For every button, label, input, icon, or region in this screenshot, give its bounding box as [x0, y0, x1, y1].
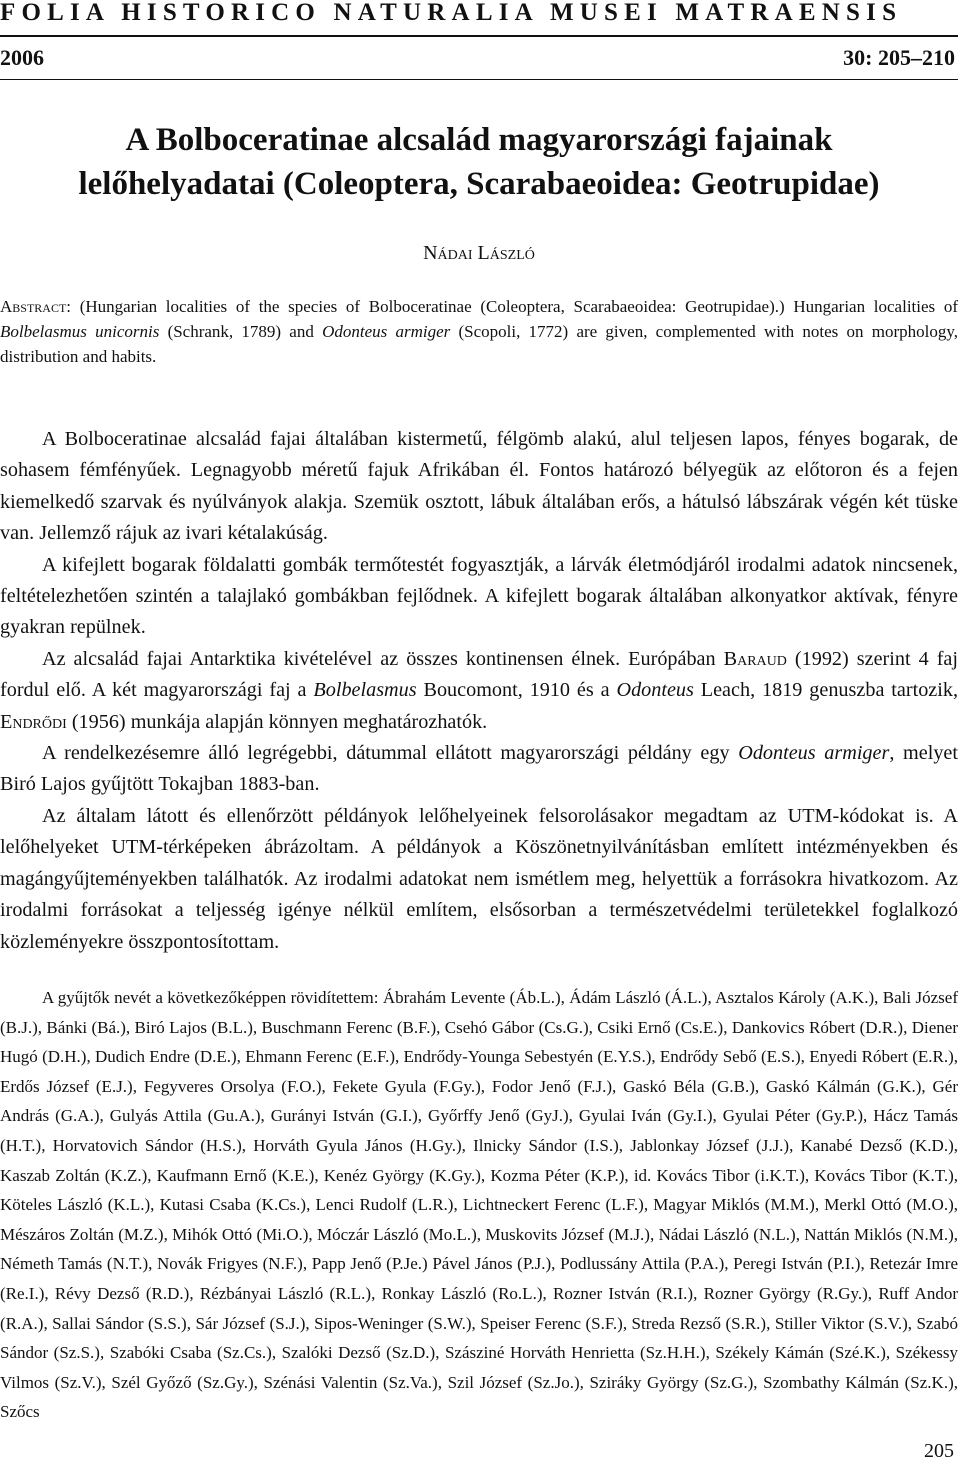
paragraph-4-text-a: A rendelkezésemre álló legrégebbi, dátummal ellátott magyarországi példány egy: [42, 742, 739, 765]
article-title: [0, 118, 958, 206]
journal-name: FOLIA HISTORICO NATURALIA MUSEI MATRAENSIS: [0, 0, 903, 26]
header-rule-top: [0, 35, 958, 37]
abstract-text-2: (Schrank, 1789) and: [159, 322, 323, 341]
paragraph-3-text-e: (1956) munkája alapján könnyen meghatározhatók.: [66, 710, 488, 733]
paragraph-3-text-d: Leach, 1819 genuszba tartozik,: [693, 679, 958, 702]
author-name: Nádai László: [423, 242, 535, 264]
paragraph-2: A kifejlett bogarak földalatti gombák termőtestét fogyasztják, a lárvák életmódjáról irodalmi adatok nincsenek, feltételezhetően szintén a talajlakó gombákban fejlődnek. A kifejlett bogarak általában alkonyatkor aktívak, fényre gyakran repülnek.: [0, 553, 958, 639]
paragraph-4-text-b: , melyet Biró Lajos gyűjtött Tokajban 1883-ban.: [0, 742, 958, 796]
abstract-species-1: Bolbelasmus unicornis: [0, 322, 160, 341]
abstract-species-2: Odonteus armiger: [322, 322, 451, 341]
article-title-line-2: lelőhelyadatai (Coleoptera, Scarabaeoidea: Geotrupidae): [78, 166, 880, 202]
article-body: [0, 424, 958, 958]
abstract-text-3: (Scopoli, 1772) are given, complemented with notes on morphology, distribution and habits.: [0, 322, 958, 366]
paragraph-1: A Bolboceratinae alcsalád fajai általában kistermetű, félgömb alakú, alul teljesen lapos, fényes bogarak, de sohasem fémfényűek. Legnagyobb méretű fajuk Afrikában él. Fontos határozó bélyegük az előtoron és a fejen kiemelkedő szarvak és nyúlványok alakja. Szemük osztott, lábuk általában erős, a hátulsó lábszárak végén két tüske van. Jellemző rájuk az ivari kétalakúság.: [0, 428, 958, 545]
paragraph-5: Az általam látott és ellenőrzött példányok lelőhelyeinek felsorolásakor megadtam az UTM-kódokat is. A lelőhelyeket UTM-térképeken ábrázoltam. A példányok a Köszönetnyilvánításban említett intézményekben és magángyűjteményekben találhatók. Az irodalmi adatokat nem ismétlem meg, helyettük a forrásokra hivatkozom. Az irodalmi forrásokat a teljesség igénye nélkül említem, elsősorban a természetvédelmi területekkel foglalkozó közleményekre összpontosítottam.: [0, 804, 958, 953]
species-odonteus-armiger: Odonteus armiger: [738, 742, 890, 765]
genus-odonteus: Odonteus: [616, 679, 694, 702]
article-title-line-1: A Bolboceratinae alcsalád magyarországi fajainak: [125, 122, 833, 158]
paragraph-3-text-c: Boucomont, 1910 és a: [416, 679, 617, 702]
abstract-label: Abstract:: [0, 297, 72, 316]
abstract: [0, 294, 958, 369]
paragraph-4: [0, 738, 958, 801]
volume-pages: 30: 205–210: [843, 45, 955, 70]
abstract-text-1: (Hungarian localities of the species of Bolboceratinae (Coleoptera, Scarabaeoidea: Geotrupidae).) Hungarian localities of: [71, 297, 958, 316]
paragraph-3-text-a: Az alcsalád fajai Antarktika kivételével az összes kontinensen élnek. Európában: [42, 647, 724, 670]
page-number: 205: [924, 1440, 954, 1462]
collector-abbreviations: A gyűjtők nevét a következőképpen rövidítettem: Ábrahám Levente (Áb.L.), Ádám László (Á.L.), Asztalos Károly (A.K.), Bali József (B.J.), Bánki (Bá.), Biró Lajos (B.L.), Buschmann Ferenc (B.F.), Csehó Gábor (Cs.G.), Csiki Ernő (Cs.E.), Dankovics Róbert (D.R.), Diener Hugó (D.H.), Dudich Endre (D.E.), Ehmann Ferenc (E.F.), Endrődy-Younga Sebestyén (E.Y.S.), Endrődy Sebő (E.S.), Enyedi Róbert (E.R.), Erdős József (E.J.), Fegyveres Orsolya (F.O.), Fekete Gyula (F.Gy.), Fodor Jenő (F.J.), Gaskó Béla (G.B.), Gaskó Kálmán (G.K.), Gér András (G.A.), Gulyás Attila (Gu.A.), Gurányi István (G.I.), Győrffy Jenő (GyJ.), Gyulai Iván (Gy.I.), Gyulai Péter (Gy.P.), Hácz Tamás (H.T.), Horvatovich Sándor (H.S.), Horváth Gyula János (H.Gy.), Ilnicky Sándor (I.S.), Jablonkay József (J.J.), Kanabé Dezső (K.D.), Kaszab Zoltán (K.Z.), Kaufmann Ernő (K.E.), Kenéz György (K.Gy.), Kozma Péter (K.P.), id. Kovács Tibor (i.K.T.), Kovács Tibor (K.T.), Köteles László (K.L.), Kutasi Csaba (K.Cs.), Lenci Rudolf (L.R.), Lichtneckert Ferenc (L.F.), Magyar Miklós (M.M.), Merkl Ottó (M.O.), Mészáros Zoltán (M.Z.), Mihók Ottó (Mi.O.), Móczár László (Mo.L.), Muskovits József (M.J.), Nádai László (N.L.), Nattán Miklós (N.M.), Németh Tamás (N.T.), Novák Frigyes (N.F.), Papp Jenő (P.Je.) Pável János (P.J.), Podlussány Attila (P.A.), Peregi István (P.I.), Retezár Imre (Re.I.), Révy Dezső (R.D.), Rézbányai László (R.L.), Ronkay László (Ro.L.), Rozner István (R.I.), Rozner György (R.Gy.), Ruff Andor (R.A.), Sallai Sándor (S.S.), Sár József (S.J.), Sipos-Weninger (S.W.), Speiser Ferenc (S.F.), Streda Rezső (S.R.), Stiller Viktor (S.V.), Szabó Sándor (Sz.S.), Szabóki Csaba (Sz.Cs.), Szalóki Dezső (Sz.D.), Szásziné Horváth Henrietta (Sz.H.H.), Székely Kámán (Szé.K.), Székessy Vilmos (Sz.V.), Szél Győző (Sz.Gy.), Szénási Valentin (Sz.Va.), Szil József (Sz.Jo.), Sziráky György (Sz.G.), Szombathy Kálmán (Sz.K.), Szőcs: [0, 988, 958, 1422]
paragraph-3: [0, 644, 958, 738]
genus-bolbelasmus: Bolbelasmus: [313, 679, 417, 702]
citation-baraud: Baraud: [723, 647, 787, 670]
header-rule-bottom: [0, 79, 958, 80]
citation-endrodi: Endrődi: [0, 710, 67, 733]
publication-year: 2006: [0, 45, 44, 70]
paragraph-3-text-b: (1992) szerint 4 faj fordul elő. A két magyarországi faj a: [0, 647, 958, 702]
